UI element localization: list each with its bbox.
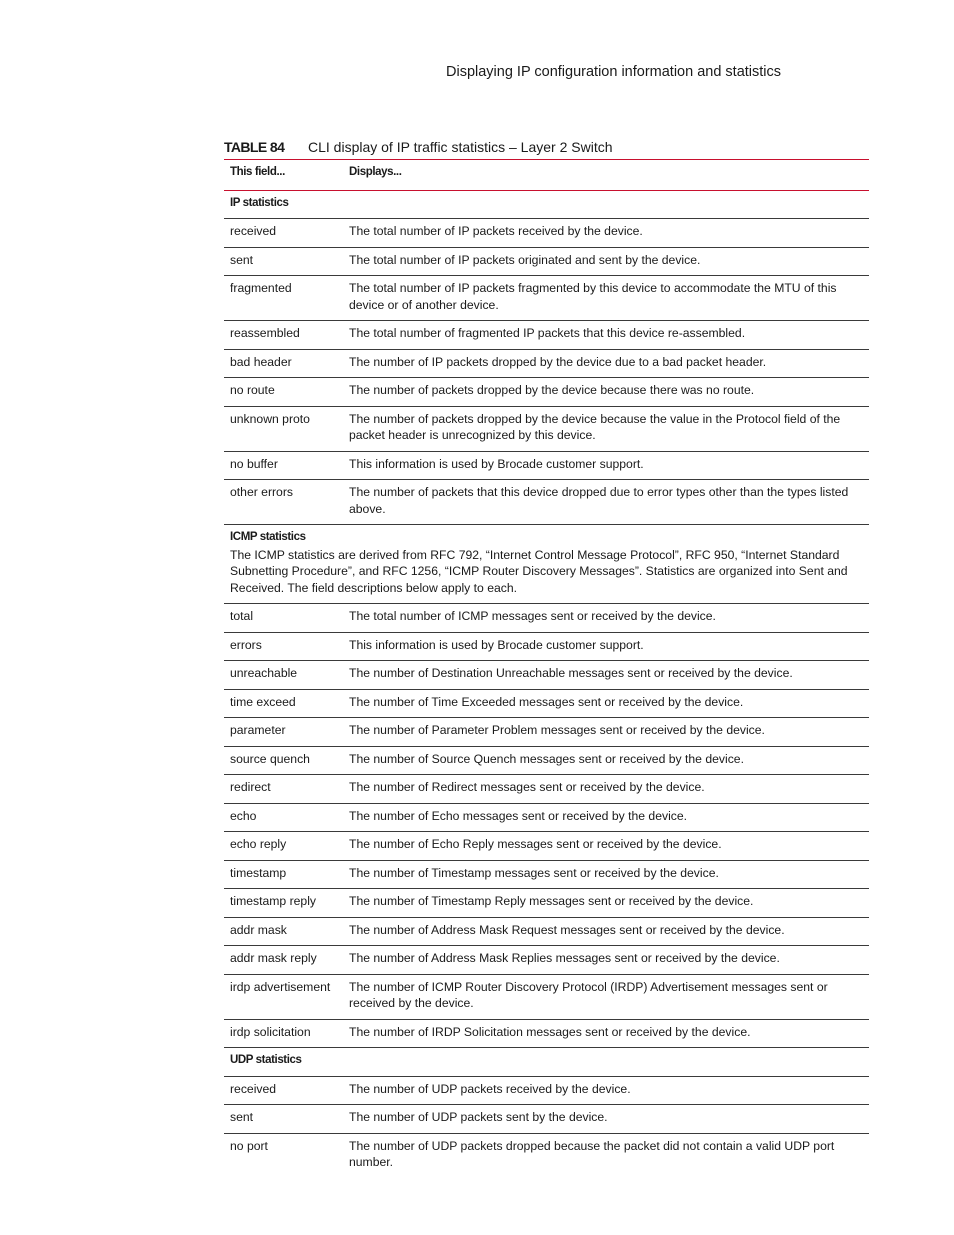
ip-rows: [224, 219, 869, 525]
column-header-field: This field...: [230, 166, 285, 178]
field-name: redirect: [230, 780, 271, 794]
table-row: [224, 219, 869, 248]
statistics-table: [224, 160, 869, 1178]
table-row: [224, 918, 869, 947]
field-name: addr mask reply: [230, 951, 317, 965]
field-name: timestamp: [230, 865, 287, 880]
field-description: The total number of IP packets originated and sent by the device.: [349, 252, 701, 267]
field-description: The number of packets dropped by the device because there was no route.: [349, 383, 755, 397]
field-description: The total number of IP packets fragmented by this device to accommodate the MTU of this device or of another device.: [349, 281, 837, 312]
field-description: The number of IP packets dropped by the device due to a bad packet header.: [349, 354, 767, 369]
section-title: IP statistics: [230, 196, 289, 209]
field-description: The total number of fragmented IP packets that this device re-assembled.: [349, 326, 746, 340]
field-description: The number of UDP packets dropped because the packet did not contain a valid UDP port number.: [349, 1138, 835, 1169]
table-row: [224, 1105, 869, 1134]
field-description: The number of Time Exceeded messages sent or received by the device.: [349, 694, 744, 709]
table-row: [224, 889, 869, 918]
icmp-section-header: [224, 525, 869, 604]
table-row: [224, 832, 869, 861]
table-title: CLI display of IP traffic statistics – Layer 2 Switch: [308, 139, 613, 155]
field-name: sent: [230, 1110, 254, 1124]
table-row: [224, 690, 869, 719]
table-row: [224, 276, 869, 321]
field-description: The number of UDP packets received by the device.: [349, 1081, 631, 1096]
field-description: The total number of ICMP messages sent or received by the device.: [349, 609, 716, 623]
udp-rows: [224, 1077, 869, 1178]
section-description: The ICMP statistics are derived from RFC 792, “Internet Control Message Protocol”, RFC 950, “Internet Standard Subnetting Procedure”, and RFC 1256, “ICMP Router Discovery Messages”. Statistics are organized into Sent and Received. The field descriptions below apply to each.: [230, 547, 848, 595]
field-name: echo: [230, 808, 257, 823]
field-description: The number of IRDP Solicitation messages sent or received by the device.: [349, 1024, 751, 1039]
field-name: no buffer: [230, 456, 278, 471]
running-header: Displaying IP configuration information and statistics: [446, 64, 782, 80]
field-description: The number of Echo Reply messages sent or received by the device.: [349, 837, 722, 851]
field-name: bad header: [230, 354, 292, 369]
field-name: errors: [230, 637, 262, 652]
table-row: [224, 321, 869, 350]
table-row: [224, 480, 869, 525]
table-number: TABLE 84: [224, 139, 285, 155]
field-description: The number of packets dropped by the device because the value in the Protocol field of the packet header is unrecognized by this device.: [349, 411, 841, 442]
field-description: The number of Timestamp messages sent or received by the device.: [349, 865, 719, 880]
field-description: The number of Source Quench messages sent or received by the device.: [349, 751, 744, 766]
field-description: The number of packets that this device dropped due to error types other than the types listed above.: [349, 485, 849, 516]
table-row: [224, 604, 869, 633]
field-name: no port: [230, 1138, 268, 1153]
table-row: [224, 1077, 869, 1106]
table-row: [224, 775, 869, 804]
field-name: irdp advertisement: [230, 979, 331, 994]
field-name: addr mask: [230, 922, 287, 937]
field-name: no route: [230, 383, 275, 397]
table-row: [224, 350, 869, 379]
field-description: The number of Timestamp Reply messages sent or received by the device.: [349, 894, 754, 908]
field-name: other errors: [230, 485, 293, 499]
table-row: [224, 407, 869, 452]
field-name: irdp solicitation: [230, 1024, 311, 1039]
field-name: unreachable: [230, 666, 298, 680]
field-description: The number of Echo messages sent or received by the device.: [349, 808, 688, 823]
field-description: This information is used by Brocade customer support.: [349, 637, 644, 652]
field-description: The number of Redirect messages sent or received by the device.: [349, 780, 705, 794]
field-name: parameter: [230, 723, 286, 737]
udp-section-header: [224, 1048, 869, 1077]
table-row: [224, 1134, 869, 1178]
table-row: [224, 861, 869, 890]
field-name: echo reply: [230, 837, 287, 851]
field-description: The number of ICMP Router Discovery Protocol (IRDP) Advertisement messages sent or received by the device.: [349, 979, 828, 1010]
table-row: [224, 946, 869, 975]
field-description: The number of Destination Unreachable messages sent or received by the device.: [349, 666, 793, 680]
field-description: The total number of IP packets received by the device.: [349, 224, 643, 238]
field-name: reassembled: [230, 326, 300, 340]
field-name: sent: [230, 252, 254, 267]
field-name: timestamp reply: [230, 894, 317, 908]
field-name: received: [230, 224, 277, 238]
field-name: fragmented: [230, 281, 292, 295]
table-row: [224, 975, 869, 1020]
table-row: [224, 378, 869, 407]
table-row: [224, 452, 869, 481]
table-row: [224, 804, 869, 833]
section-title: UDP statistics: [230, 1054, 302, 1066]
table-caption: [224, 138, 869, 160]
field-name: total: [230, 609, 254, 623]
section-title: ICMP statistics: [230, 531, 306, 543]
field-name: received: [230, 1081, 277, 1096]
field-description: The number of Parameter Problem messages sent or received by the device.: [349, 723, 765, 737]
table-row: [224, 633, 869, 662]
table-row: [224, 747, 869, 776]
field-description: The number of UDP packets sent by the device.: [349, 1110, 608, 1124]
field-name: unknown proto: [230, 411, 310, 426]
column-header-displays: Displays...: [349, 166, 402, 178]
field-name: time exceed: [230, 694, 296, 709]
table-row: [224, 718, 869, 747]
table-row: [224, 661, 869, 690]
field-description: The number of Address Mask Replies messages sent or received by the device.: [349, 951, 780, 965]
field-description: The number of Address Mask Request messages sent or received by the device.: [349, 922, 785, 937]
table-row: [224, 248, 869, 277]
table-header-row: [224, 160, 869, 191]
field-name: source quench: [230, 751, 310, 766]
icmp-rows: [224, 604, 869, 1048]
ip-section-header: [224, 191, 869, 220]
field-description: This information is used by Brocade customer support.: [349, 456, 644, 471]
table-row: [224, 1020, 869, 1049]
